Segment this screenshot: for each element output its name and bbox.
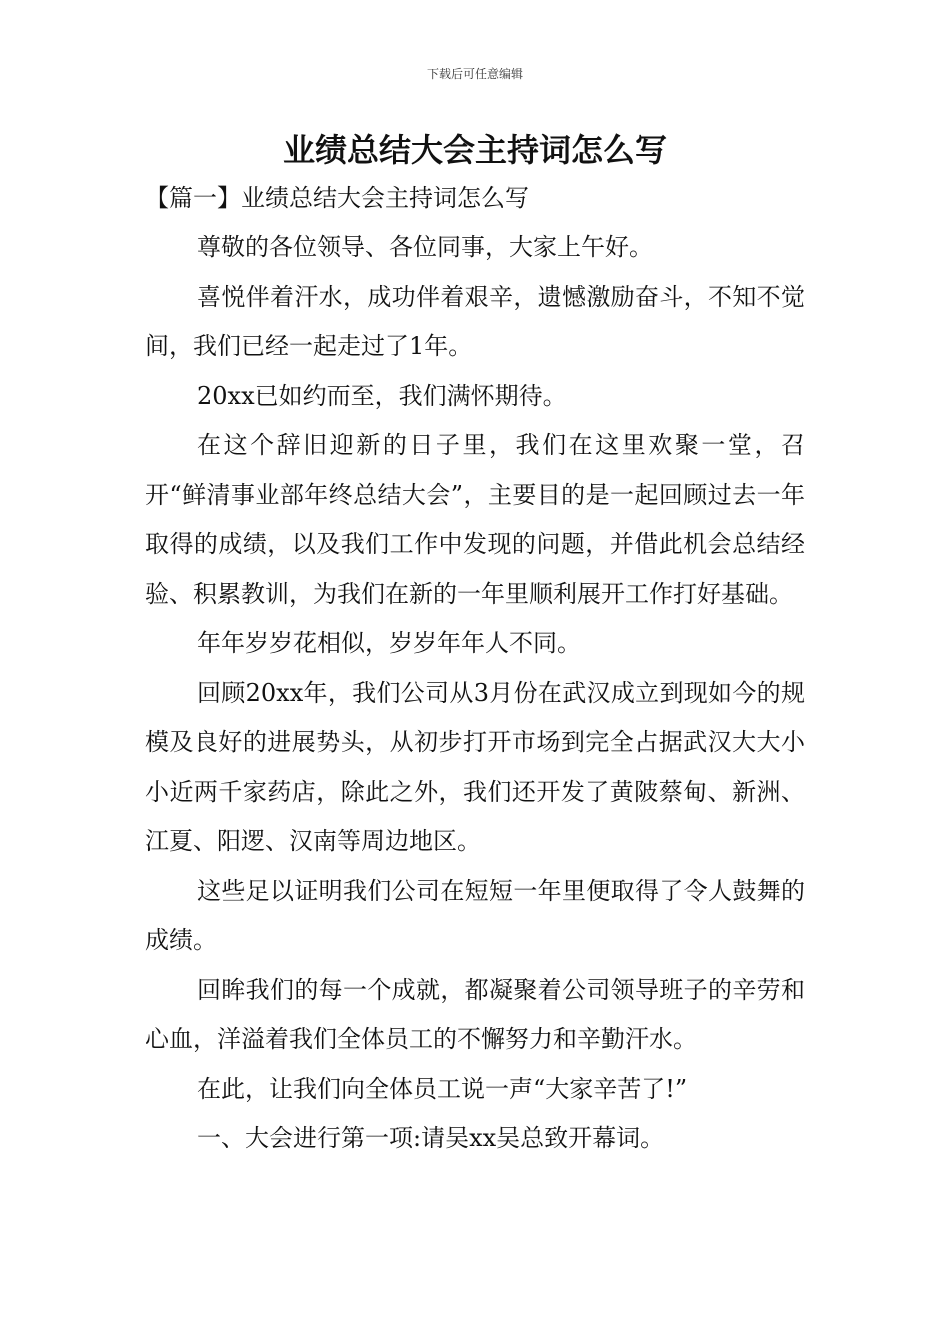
paragraph: 尊敬的各位领导、各位同事，大家上午好。 (197, 233, 653, 261)
paragraph: 20xx已如约而至，我们满怀期待。 (197, 381, 567, 410)
paragraph: 年年岁岁花相似，岁岁年年人不同。 (197, 629, 581, 657)
paragraph: 回顾20xx年，我们公司从3月份在武汉成立到现如今的规模及良好的进展势头，从初步打开市场到完全占据武汉大大小小近两千家药店，除此之外，我们还开发了黄陂蔡甸、新洲、江夏、阳逻、汉南等周边地区。 (145, 678, 805, 855)
document-body (145, 174, 805, 1164)
paragraph: 在这个辞旧迎新的日子里，我们在这里欢聚一堂，召开“鲜清事业部年终总结大会”，主要目的是一起回顾过去一年取得的成绩，以及我们工作中发现的问题，并借此机会总结经验、积累教训，为我们在新的一年里顺利展开工作打好基础。 (145, 431, 805, 608)
paragraph: 在此，让我们向全体员工说一声“大家辛苦了!” (197, 1074, 688, 1103)
section-heading: 【篇一】业绩总结大会主持词怎么写 (145, 184, 529, 212)
paragraph: 一、大会进行第一项:请吴xx吴总致开幕词。 (197, 1124, 665, 1152)
paragraph: 回眸我们的每一个成就，都凝聚着公司领导班子的辛劳和心血，洋溢着我们全体员工的不懈努力和辛勤汗水。 (145, 975, 805, 1053)
document-title: 业绩总结大会主持词怎么写 (282, 131, 667, 169)
paragraph: 这些足以证明我们公司在短短一年里便取得了令人鼓舞的成绩。 (145, 876, 805, 954)
paragraph: 喜悦伴着汗水，成功伴着艰辛，遗憾激励奋斗，不知不觉间，我们已经一起走过了1年。 (145, 282, 805, 360)
header-note: 下载后可任意编辑 (426, 67, 523, 81)
